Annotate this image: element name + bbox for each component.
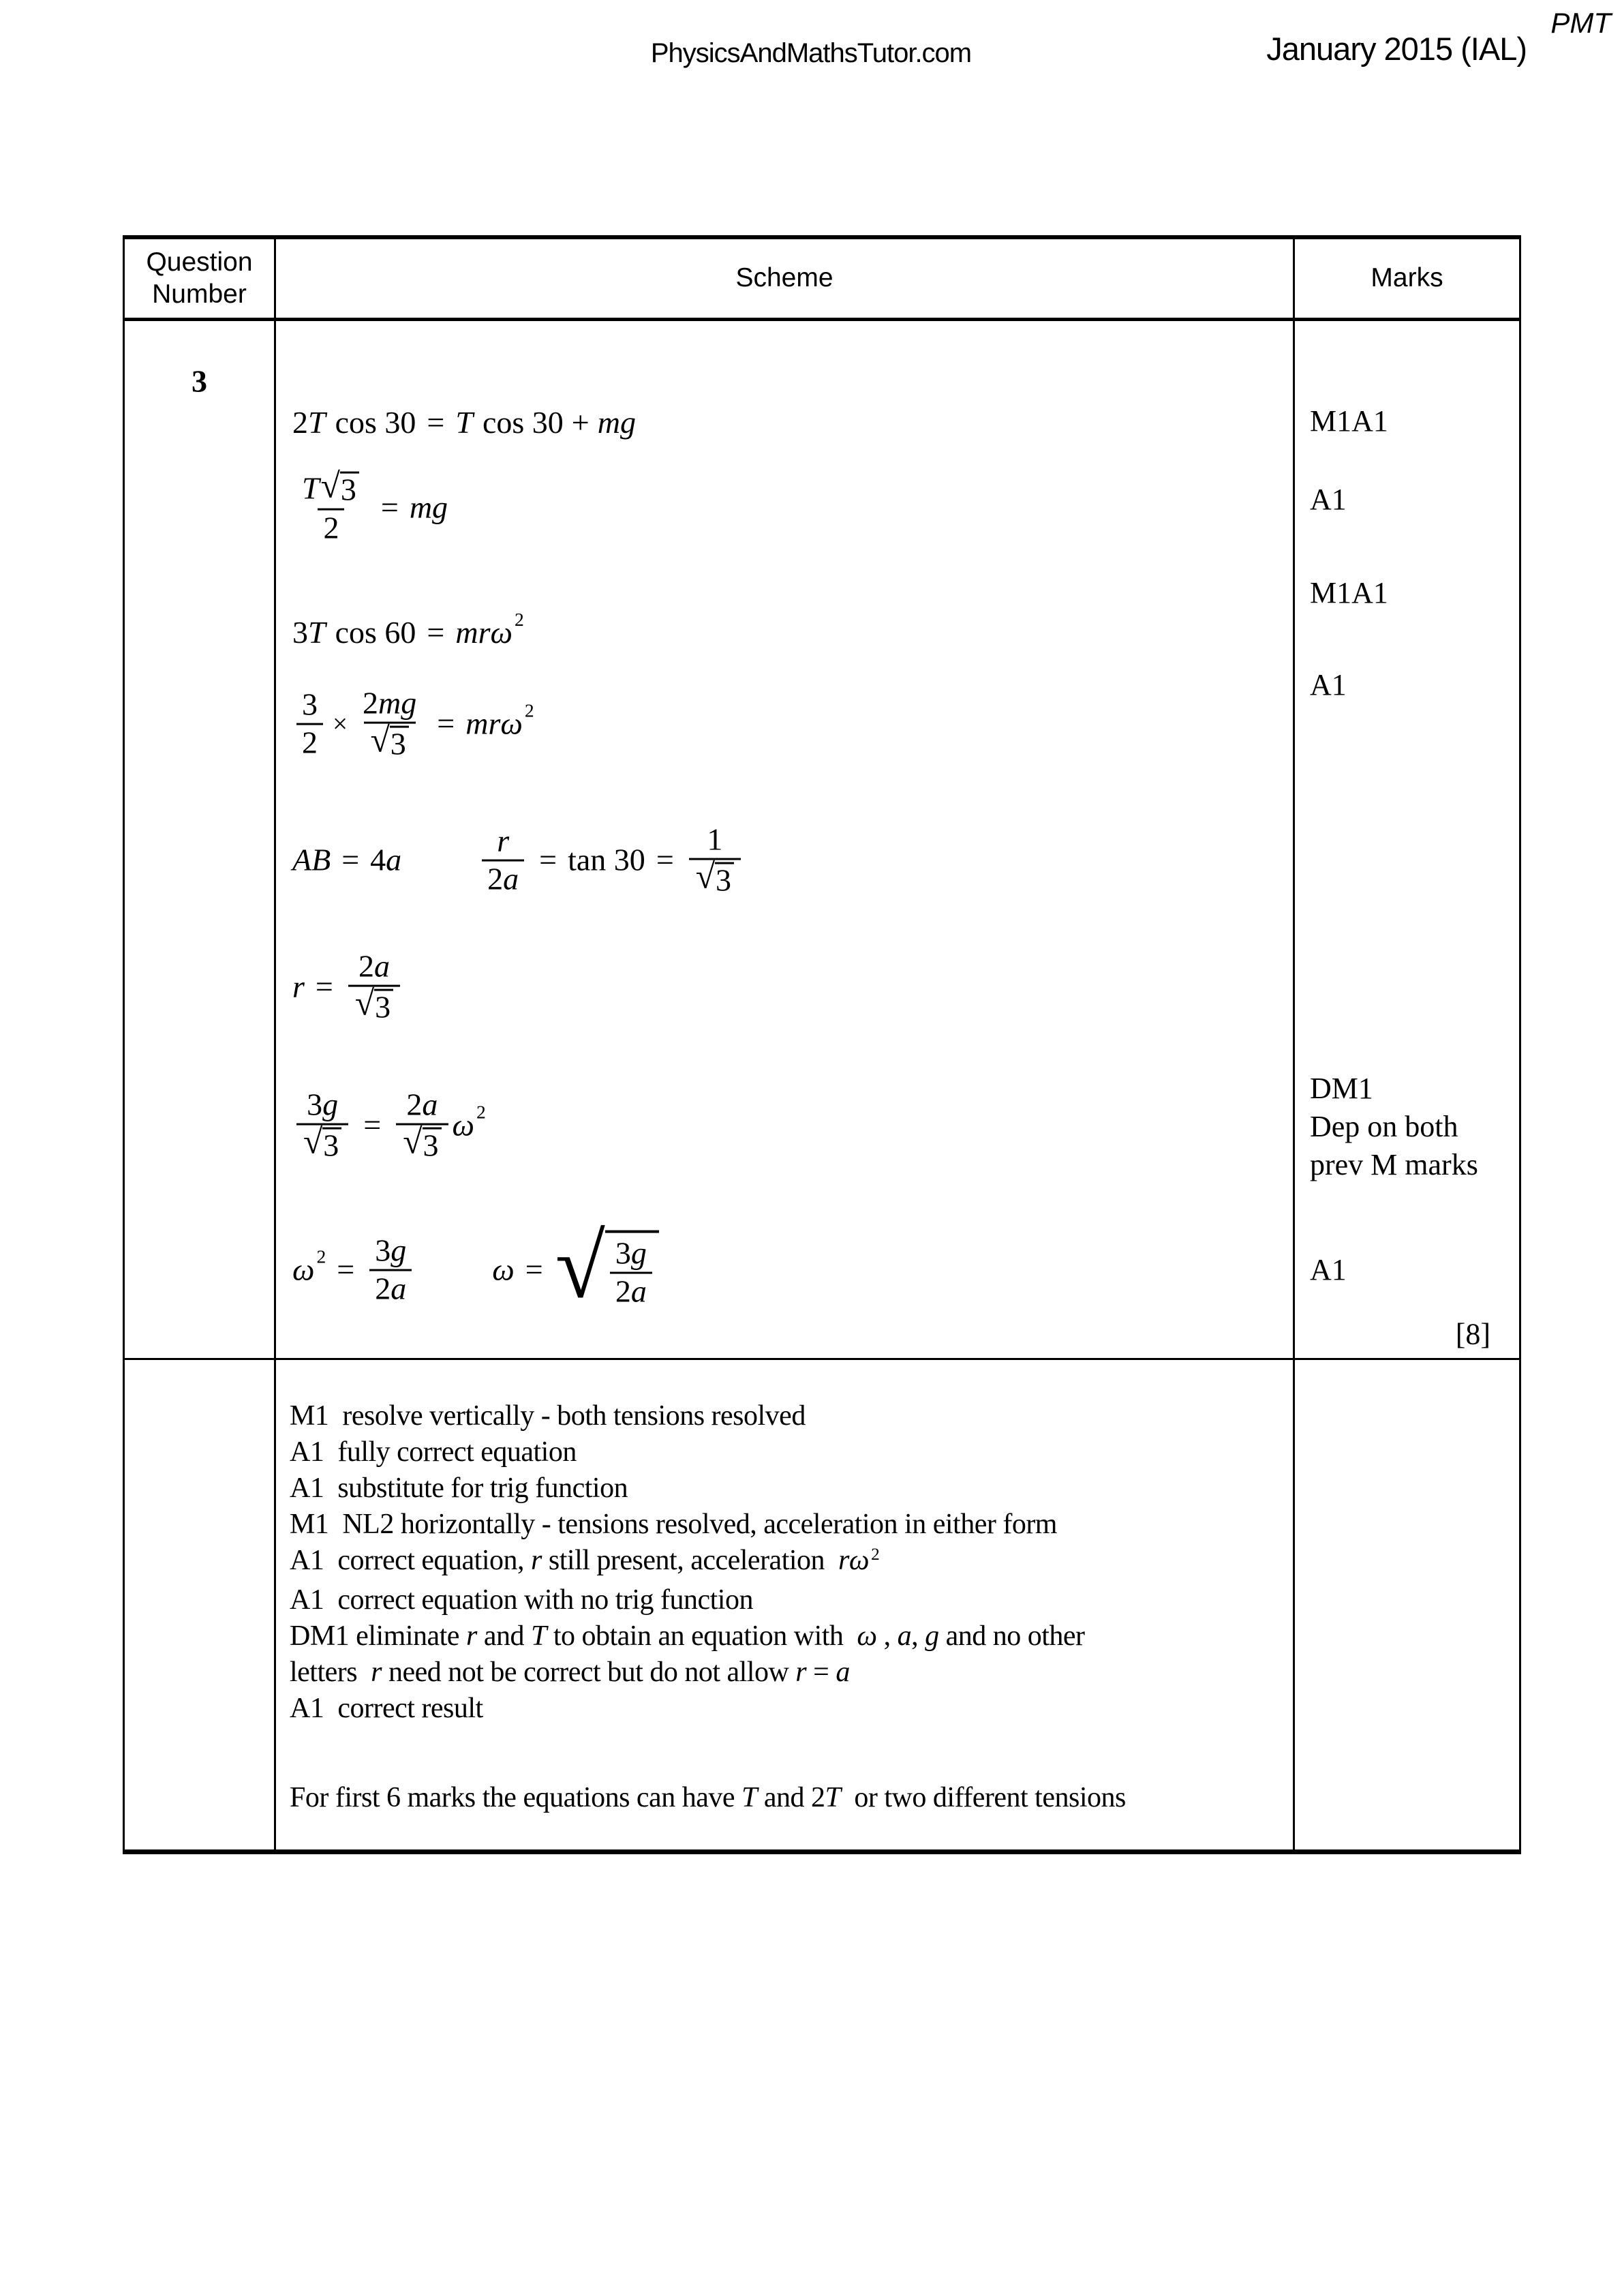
math-token: DM1 eliminate <box>290 1620 466 1652</box>
math-token: 3 <box>615 1235 631 1271</box>
math-token: mg <box>597 405 636 440</box>
math-token: 2 <box>524 699 534 721</box>
math-token: 3 <box>423 1128 439 1163</box>
math-token <box>403 1122 441 1163</box>
math-token <box>695 857 734 898</box>
math-token: T <box>308 615 326 650</box>
math-token: = <box>363 1108 382 1143</box>
math-token: 2 <box>323 510 339 545</box>
math-token: A1 fully correct equation <box>290 1436 577 1468</box>
note-line-2 <box>290 1434 1272 1470</box>
equation-7 <box>292 1087 486 1164</box>
math-token: A1 correct equation with no trig function <box>290 1584 753 1616</box>
total-marks: [8] <box>1455 1317 1490 1351</box>
equation-4 <box>292 686 534 763</box>
math-token: 1 <box>707 821 723 857</box>
math-token <box>357 686 422 722</box>
math-token: 2 <box>476 1101 486 1123</box>
math-token: × <box>333 709 348 739</box>
equation-1 <box>292 407 636 438</box>
math-token: 3 <box>390 726 406 761</box>
math-token <box>303 1122 341 1163</box>
math-token <box>318 509 344 547</box>
math-token: For first 6 marks the equations can have <box>290 1782 741 1813</box>
note-line-9 <box>290 1691 1272 1727</box>
math-token: = <box>380 490 399 525</box>
math-token: √ <box>403 1122 423 1162</box>
math-token: 2 <box>363 685 379 721</box>
math-token <box>348 949 400 1026</box>
math-token: = <box>341 843 360 877</box>
math-token <box>296 723 323 761</box>
math-token <box>348 985 400 1026</box>
math-token <box>296 466 366 547</box>
math-token: cos 30 <box>482 405 564 440</box>
math-token: 3 <box>292 615 308 650</box>
math-token: T <box>825 1782 841 1813</box>
math-token: g <box>925 1620 939 1652</box>
math-token: r <box>465 1620 477 1652</box>
math-token <box>296 1123 348 1164</box>
math-token: ω <box>292 1252 315 1287</box>
mark-4: A1 <box>1310 668 1347 701</box>
math-token: 3 <box>307 1087 323 1122</box>
math-token: and no other <box>938 1620 1085 1652</box>
math-token: √ <box>695 857 716 896</box>
math-token <box>369 1233 412 1308</box>
math-token: T <box>741 1782 757 1813</box>
note-line-4 <box>290 1507 1272 1543</box>
question-number-cell <box>125 321 276 1360</box>
math-token: 2 <box>375 1271 391 1306</box>
math-token: A1 substitute for trig function <box>290 1472 628 1504</box>
math-token: 3 <box>340 472 356 507</box>
math-token: A1 correct result <box>290 1693 483 1724</box>
math-token: r <box>371 1657 382 1688</box>
session-title: January 2015 (IAL) <box>1266 31 1527 67</box>
math-token <box>369 1233 412 1269</box>
math-token: T <box>530 1620 547 1652</box>
equation-6 <box>292 949 404 1026</box>
math-token <box>689 822 741 899</box>
site-title: PhysicsAndMathsTutor.com <box>650 38 972 68</box>
math-token: T <box>308 405 326 440</box>
math-token: = <box>806 1657 836 1688</box>
math-token: to obtain an equation with <box>546 1620 857 1652</box>
math-token: ω <box>452 1108 474 1143</box>
math-token <box>715 862 734 897</box>
math-token <box>396 1087 448 1164</box>
math-token: ω <box>500 706 523 741</box>
mark-6: A1 <box>1310 1253 1347 1286</box>
mark-scheme-table <box>123 235 1521 1854</box>
header-question-number <box>125 239 276 321</box>
math-token: letters <box>290 1657 371 1688</box>
math-token <box>364 722 416 763</box>
math-token <box>374 989 393 1024</box>
math-token: a <box>503 861 519 896</box>
mark-dm1-label: DM1 <box>1310 1072 1373 1105</box>
math-token: ω <box>848 1545 870 1576</box>
math-token: g <box>322 1087 339 1122</box>
math-token <box>701 822 728 858</box>
math-token: still present, acceleration <box>541 1545 839 1576</box>
math-token <box>296 466 366 509</box>
math-token: T <box>455 405 473 440</box>
equation-2 <box>292 466 448 547</box>
math-token: a <box>630 1273 647 1309</box>
math-token: need not be correct but do not allow <box>381 1657 796 1688</box>
math-token: r <box>292 969 305 1004</box>
math-token <box>610 1272 652 1310</box>
notes-cell <box>276 1360 1295 1849</box>
marking-notes <box>276 1360 1293 1816</box>
math-token: g <box>391 1233 407 1268</box>
header-scheme-label: Scheme <box>735 263 833 293</box>
equation-8 <box>292 1215 660 1317</box>
question-number: 3 <box>192 363 207 399</box>
math-token <box>296 1087 348 1164</box>
math-token: cos 30 <box>335 405 416 440</box>
math-token: = <box>437 706 455 741</box>
math-token <box>401 1087 443 1123</box>
math-token <box>340 472 359 507</box>
math-token <box>482 824 524 898</box>
notes-marks-cell <box>1295 1360 1519 1849</box>
note-line-8 <box>290 1655 1272 1691</box>
math-token <box>370 721 409 761</box>
note-line-1 <box>290 1398 1272 1434</box>
math-token: ω <box>492 1252 515 1287</box>
notes-question-cell <box>125 1360 276 1849</box>
math-token: 2 <box>514 608 524 630</box>
mark-dm1-note-2: prev M marks <box>1310 1148 1478 1181</box>
math-token <box>423 1128 442 1162</box>
math-token: √ <box>354 984 375 1023</box>
math-token: = <box>315 969 333 1004</box>
math-token: √ <box>303 1122 323 1162</box>
math-token <box>482 860 524 898</box>
math-token: 3 <box>323 1128 339 1163</box>
note-line-7 <box>290 1618 1272 1655</box>
math-token: = <box>656 843 674 877</box>
math-token <box>491 824 515 860</box>
math-token: a <box>386 843 402 877</box>
math-token: or two different tensions <box>840 1782 1126 1813</box>
math-token <box>357 686 422 763</box>
math-token: ω <box>490 615 512 650</box>
math-token <box>354 984 393 1025</box>
math-token: √ <box>320 466 340 506</box>
math-token: mg <box>378 685 417 721</box>
math-token <box>296 687 323 723</box>
math-token <box>369 1269 412 1308</box>
math-token <box>390 726 409 761</box>
math-token: r <box>838 1545 849 1576</box>
math-token <box>689 858 741 899</box>
math-token: 2 <box>871 1545 880 1565</box>
math-token: √ <box>370 721 390 760</box>
mark-1: M1A1 <box>1310 404 1388 438</box>
math-token: 3 <box>302 686 318 722</box>
mark-3: M1A1 <box>1310 576 1388 609</box>
math-token: a <box>391 1271 407 1306</box>
mark-2: A1 <box>1310 483 1347 516</box>
math-token: a <box>897 1620 912 1652</box>
math-token: √ <box>555 1215 605 1317</box>
header-marks <box>1295 239 1519 321</box>
scheme-cell <box>276 321 1295 1360</box>
math-token: T <box>302 470 320 506</box>
math-token <box>610 1236 652 1310</box>
math-token: 2 <box>487 861 504 896</box>
math-token: a <box>836 1657 850 1688</box>
math-token <box>396 1123 448 1164</box>
math-token <box>555 1215 659 1317</box>
math-token: tan 30 <box>568 843 645 877</box>
equation-3 <box>292 608 524 650</box>
header-scheme <box>276 239 1295 321</box>
math-token <box>610 1236 652 1272</box>
math-token: mr <box>465 706 501 741</box>
math-token: 2 <box>406 1087 423 1122</box>
math-token: 2 <box>292 405 308 440</box>
note-line-5 <box>290 1543 1272 1582</box>
math-token: mr <box>455 615 491 650</box>
math-token <box>301 1087 343 1123</box>
note-line-10 <box>290 1780 1272 1816</box>
math-token: 3 <box>375 1233 391 1268</box>
equation-5 <box>292 822 745 899</box>
math-token: r <box>497 823 510 858</box>
math-token: , <box>911 1620 925 1652</box>
math-token: = <box>539 843 557 877</box>
math-token <box>322 1128 341 1162</box>
math-token: = <box>525 1252 543 1287</box>
math-token: mg <box>409 490 448 525</box>
math-token: and <box>476 1620 531 1652</box>
math-token: 2 <box>316 1245 326 1267</box>
pmt-watermark: PMT <box>1550 7 1611 39</box>
math-token: r <box>795 1657 807 1688</box>
math-token <box>320 466 359 507</box>
math-token: 2 <box>358 948 374 984</box>
math-token: AB <box>292 843 331 877</box>
math-token: g <box>630 1235 647 1271</box>
math-token: ω <box>857 1620 877 1652</box>
math-token: M1 NL2 horizontally - tensions resolved, acceleration in either form <box>290 1509 1057 1540</box>
mark-dm1 <box>1310 1070 1478 1184</box>
math-token: , <box>876 1620 898 1652</box>
math-token: = <box>427 405 445 440</box>
math-token: r <box>531 1545 542 1576</box>
math-token: 3 <box>716 862 732 898</box>
note-line-6 <box>290 1582 1272 1618</box>
math-token: 4 <box>370 843 386 877</box>
math-token: a <box>374 948 390 984</box>
math-token <box>353 949 395 985</box>
marks-cell <box>1295 321 1519 1360</box>
math-token: 2 <box>302 725 318 760</box>
math-token: A1 correct equation, <box>290 1545 532 1576</box>
mark-dm1-note-1: Dep on both <box>1310 1110 1458 1143</box>
math-token: a <box>422 1087 438 1122</box>
math-token: = <box>427 615 445 650</box>
note-line-3 <box>290 1470 1272 1507</box>
math-token <box>296 687 323 761</box>
math-token: and 2 <box>756 1782 825 1813</box>
math-token <box>605 1230 659 1310</box>
math-token: + <box>571 405 590 440</box>
math-token: 3 <box>375 989 391 1025</box>
math-token: 2 <box>615 1273 631 1309</box>
math-token: = <box>337 1252 355 1287</box>
header-marks-label: Marks <box>1371 263 1443 293</box>
header-question-number-label: Question Number <box>146 247 253 309</box>
math-token: cos 60 <box>335 615 416 650</box>
math-token: M1 resolve vertically - both tensions resolved <box>290 1400 806 1432</box>
